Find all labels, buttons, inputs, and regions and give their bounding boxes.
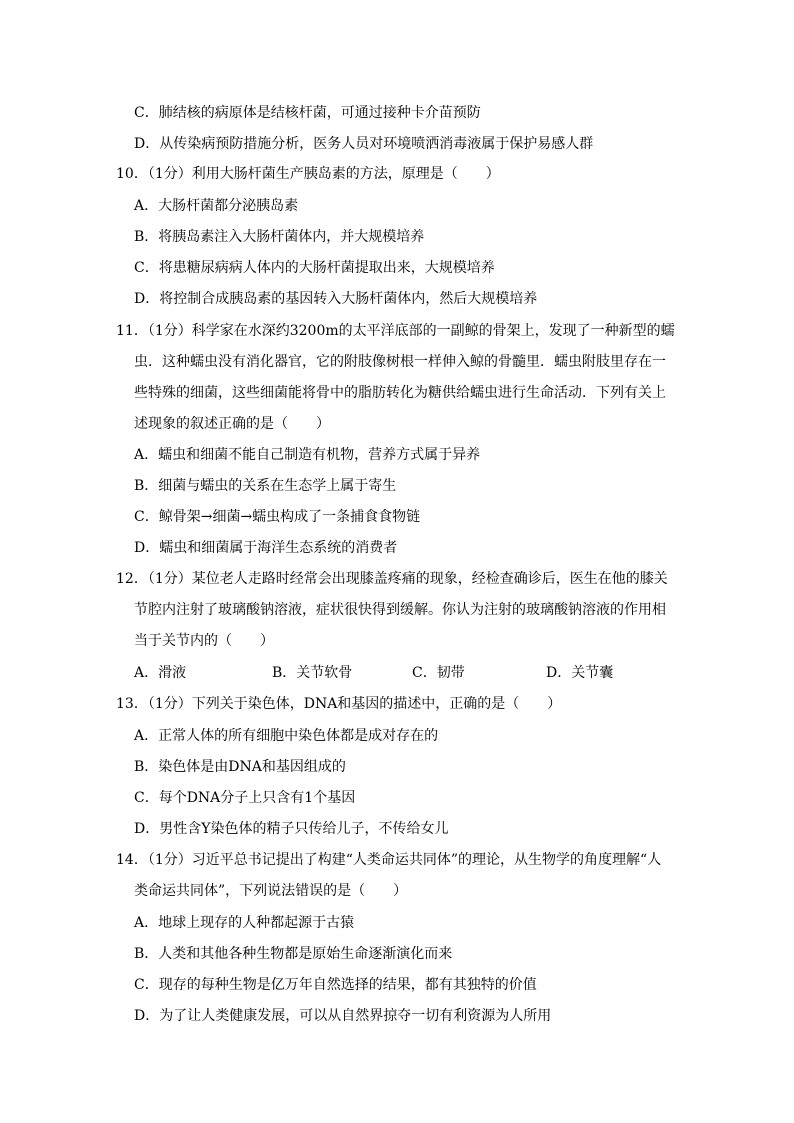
q13-option-c: C．每个DNA分子上只含有1个基因 [134,790,356,806]
q11-stem-line-4: 述现象的叙述正确的是（ ） [134,416,330,432]
q10-option-b: B．将胰岛素注入大肠杆菌体内，并大规模培养 [134,229,425,245]
q9-option-d: D．从传染病预防措施分析，医务人员对环境喷洒消毒液属于保护易感人群 [134,136,594,152]
q10-stem: 10．（1分）利用大肠杆菌生产胰岛素的方法，原理是（ ） [116,166,500,182]
q12-option-c: C．韧带 [412,665,465,681]
q12-stem-line-1: 12．（1分）某位老人走路时经常会出现膝盖疼痛的现象，经检查确诊后，医生在他的膝关 [116,571,668,587]
q13-option-d: D．男性含Y染色体的精子只传给儿子，不传给女儿 [134,821,449,837]
q14-option-b: B．人类和其他各种生物都是原始生命逐渐演化而来 [134,946,453,962]
q11-option-b: B．细菌与蠕虫的关系在生态学上属于寄生 [134,478,397,494]
q11-stem-line-1: 11．（1分）科学家在水深约3200m的太平洋底部的一副鲸的骨架上，发现了一种新型的蠕 [116,323,675,339]
q11-option-d: D．蠕虫和细菌属于海洋生态系统的消费者 [134,540,398,556]
q11-option-a: A．蠕虫和细菌不能自己制造有机物，营养方式属于异养 [134,447,481,463]
q12-option-d: D．关节囊 [546,665,614,681]
q14-stem-line-2: 类命运共同体”，下列说法错误的是（ ） [134,883,408,899]
q9-option-c: C．肺结核的病原体是结核杆菌，可通过接种卡介苗预防 [134,105,481,121]
q10-option-c: C．将患糖尿病病人体内的大肠杆菌提取出来，大规模培养 [134,260,495,276]
q13-option-b: B．染色体是由DNA和基因组成的 [134,759,346,775]
q14-option-a: A．地球上现存的人种都起源于古猿 [134,915,355,931]
q13-stem: 13．（1分）下列关于染色体，DNA和基因的描述中，正确的是（ ） [116,696,562,712]
q12-stem-line-3: 当于关节内的（ ） [134,633,274,649]
q11-stem-line-3: 些特殊的细菌，这些细菌能将骨中的脂肪转化为糖供给蠕虫进行生命活动．下列有关上 [134,385,666,401]
q11-stem-line-2: 虫．这种蠕虫没有消化器官，它的附肢像树根一样伸入鲸的骨髓里．蠕虫附肢里存在一 [134,354,666,370]
q11-option-c: C．鲸骨架→细菌→蠕虫构成了一条捕食食物链 [134,509,421,525]
q10-option-d: D．将控制合成胰岛素的基因转入大肠杆菌体内，然后大规模培养 [134,291,538,307]
q10-option-a: A．大肠杆菌都分泌胰岛素 [134,198,299,214]
q14-option-d: D．为了让人类健康发展，可以从自然界掠夺一切有利资源为人所用 [134,1008,552,1024]
q14-stem-line-1: 14．（1分）习近平总书记提出了构建“人类命运共同体”的理论，从生物学的角度理解“人 [116,852,662,868]
q12-option-b: B．关节软骨 [272,665,353,681]
q13-option-a: A．正常人体的所有细胞中染色体都是成对存在的 [134,728,439,744]
q12-option-a: A．滑液 [134,665,187,681]
q12-stem-line-2: 节腔内注射了玻璃酸钠溶液，症状很快得到缓解。你认为注射的玻璃酸钠溶液的作用相 [134,602,666,618]
q14-option-c: C．现存的每种生物是亿万年自然选择的结果，都有其独特的价值 [134,977,537,993]
